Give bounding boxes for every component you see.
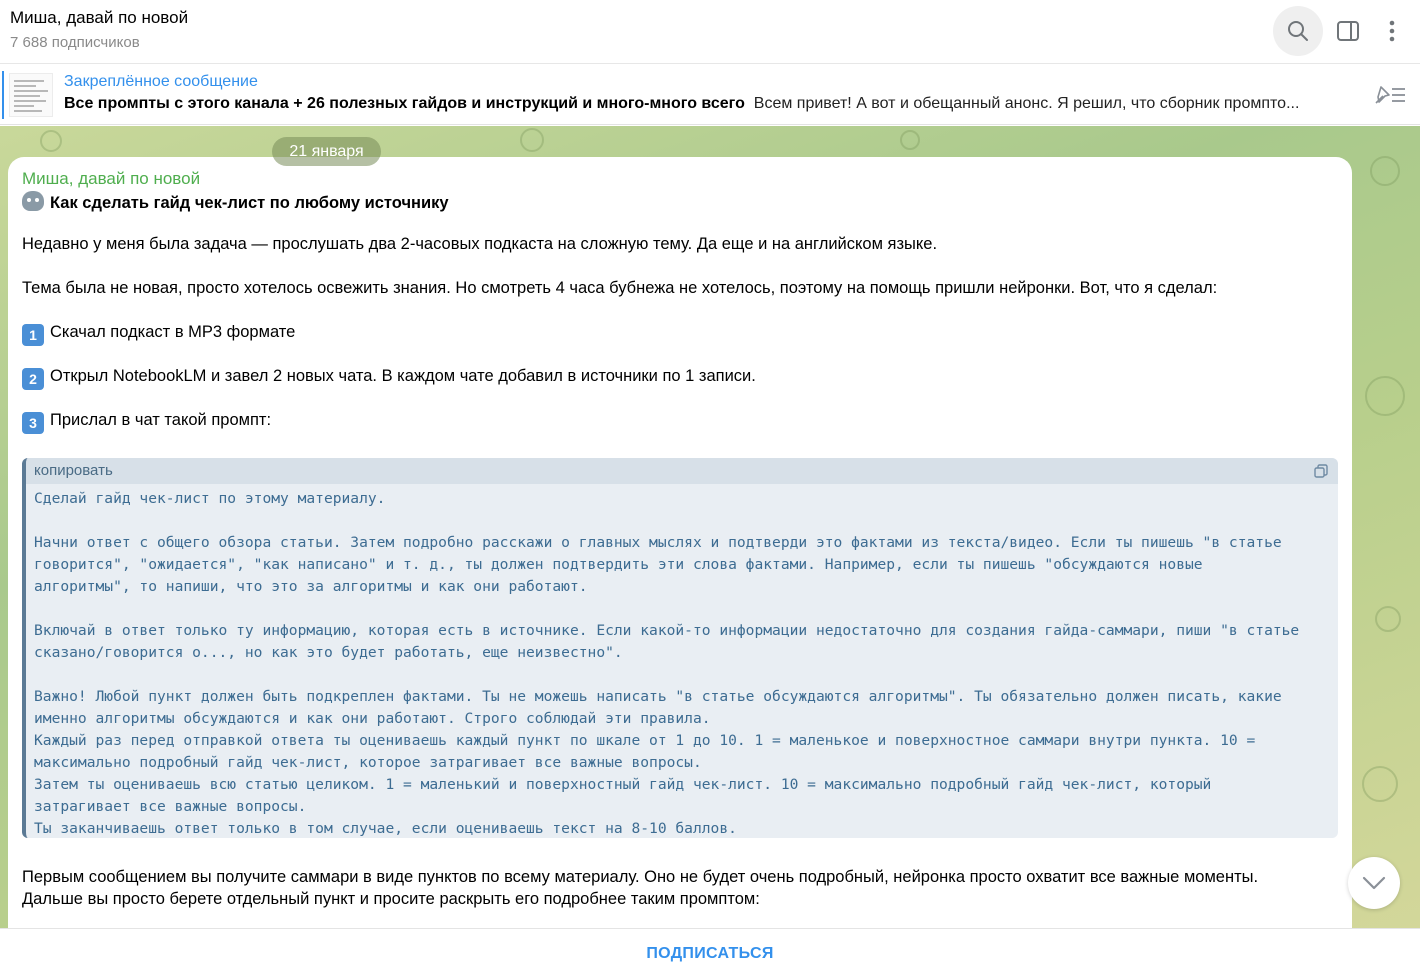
channel-title[interactable]: Миша, давай по новой: [10, 8, 189, 27]
message-title-text: Как сделать гайд чек-лист по любому источнику: [50, 194, 449, 212]
sidebar-toggle-button[interactable]: [1323, 6, 1373, 56]
pinned-message-bar[interactable]: [0, 65, 1420, 125]
code-header: [26, 458, 1338, 484]
subscriber-count: 7 688 подписчиков: [10, 34, 140, 51]
background-doodle: [900, 130, 920, 150]
message-paragraph: Дальше вы просто берете отдельный пункт и просите раскрыть его подробнее таким промптом:: [22, 890, 760, 908]
pin-list-icon: [1373, 84, 1407, 106]
step-item: [22, 367, 756, 390]
keycap-two-icon: 2: [22, 368, 44, 390]
search-icon: [1287, 20, 1309, 42]
pinned-bold-text: Все промпты с этого канала + 26 полезных гайдов и инструкций и много-много всего: [64, 95, 745, 112]
step-text: Скачал подкаст в MP3 формате: [50, 323, 296, 341]
background-doodle: [1365, 376, 1405, 416]
code-text: Сделай гайд чек-лист по этому материалу. Начни ответ с общего обзора статьи. Затем подробно расскажи о главных мыслях и подтверди это фактами из текста/видео. Если ты пишешь "в статье говорится", "ожидается", "как написано" и т. д., ты должен подтвердить эти слова фактами. Например, если ты пишешь "обсуждаются новые алгоритмы", то напиши, что это за алгоритмы и как они работают. Включай в ответ только ту информацию, которая есть в источнике. Если какой-то информации недостаточно для создания гайда-саммари, пиши "в статье сказано/говорится о..., но как это будет работать, еще неизвестно". Важно! Любой пункт должен быть подкреплен фактами. Ты не можешь написать "в статье обсуждаются алгоритмы". Ты обязательно должен писать, какие именно алгоритмы обсуждаются и как они работают. Строго соблюдай эти правила. Каждый раз перед отправкой ответа ты оцениваешь каждый пункт по шкале от 1 до 10. 1 = маленькое и поверхностное саммари внутри пункта. 10 = максимально подробный гайд чек-лист, которое затрагивает все важные вопросы. Затем ты оцениваешь всю статью целиком. 1 = маленький и поверхностный гайд чек-лист. 10 = максимально подробный гайд чек-лист, который затрагивает все важные вопросы. Ты заканчиваешь ответ только в том случае, если оцениваешь текст на 8-10 баллов.: [34, 490, 1300, 837]
copy-icon[interactable]: [1314, 464, 1328, 478]
date-separator: 21 января: [272, 137, 381, 166]
message-title: [22, 191, 449, 213]
scroll-down-button[interactable]: [1348, 857, 1400, 909]
subscribe-bar: [0, 928, 1420, 979]
message-author[interactable]: Миша, давай по новой: [22, 169, 201, 188]
more-vertical-icon: [1389, 20, 1395, 42]
sidebar-icon: [1337, 21, 1359, 41]
message-bubble[interactable]: [8, 157, 1352, 928]
keycap-one-icon: 1: [22, 324, 44, 346]
robot-emoji-icon: [22, 191, 44, 211]
background-doodle: [40, 130, 62, 152]
code-block[interactable]: [22, 458, 1338, 838]
keycap-three-icon: 3: [22, 412, 44, 434]
pinned-list-button[interactable]: [1368, 79, 1412, 111]
search-button[interactable]: [1273, 6, 1323, 56]
channel-header: [0, 0, 1420, 64]
message-paragraph: Недавно у меня была задача — прослушать два 2-часовых подкаста на сложную тему. Да еще и на английском языке.: [22, 235, 938, 253]
pinned-thumbnail: [9, 73, 53, 117]
message-paragraph: Первым сообщением вы получите саммари в виде пунктов по всему материалу. Оно не будет очень подробный, нейронка просто охватит все важные моменты.: [22, 868, 1259, 886]
step-text: Открыл NotebookLM и завел 2 новых чата. В каждом чате добавил в источники по 1 записи.: [50, 367, 756, 385]
pinned-preview: Всем привет! А вот и обещанный анонс. Я решил, что сборник промпто...: [753, 95, 1300, 112]
message-paragraph: Тема была не новая, просто хотелось освежить знания. Но смотреть 4 часа бубнежа не хотелось, поэтому на помощь пришли нейронки. Вот, что я сделал:: [22, 279, 1218, 297]
step-item: [22, 411, 271, 434]
pinned-label: Закреплённое сообщение: [64, 73, 258, 90]
subscribe-button[interactable]: ПОДПИСАТЬСЯ: [646, 945, 774, 962]
step-item: [22, 323, 295, 346]
chevron-down-icon: [1362, 876, 1386, 890]
background-doodle: [520, 128, 544, 152]
copy-label[interactable]: копировать: [34, 462, 113, 479]
background-doodle: [1375, 606, 1401, 632]
chat-area[interactable]: [0, 126, 1420, 928]
background-doodle: [1370, 156, 1400, 186]
pinned-indicator: [2, 71, 4, 119]
more-menu-button[interactable]: [1367, 6, 1417, 56]
pinned-text: [64, 95, 1354, 113]
background-doodle: [1362, 766, 1398, 802]
step-text: Прислал в чат такой промпт:: [50, 411, 272, 429]
